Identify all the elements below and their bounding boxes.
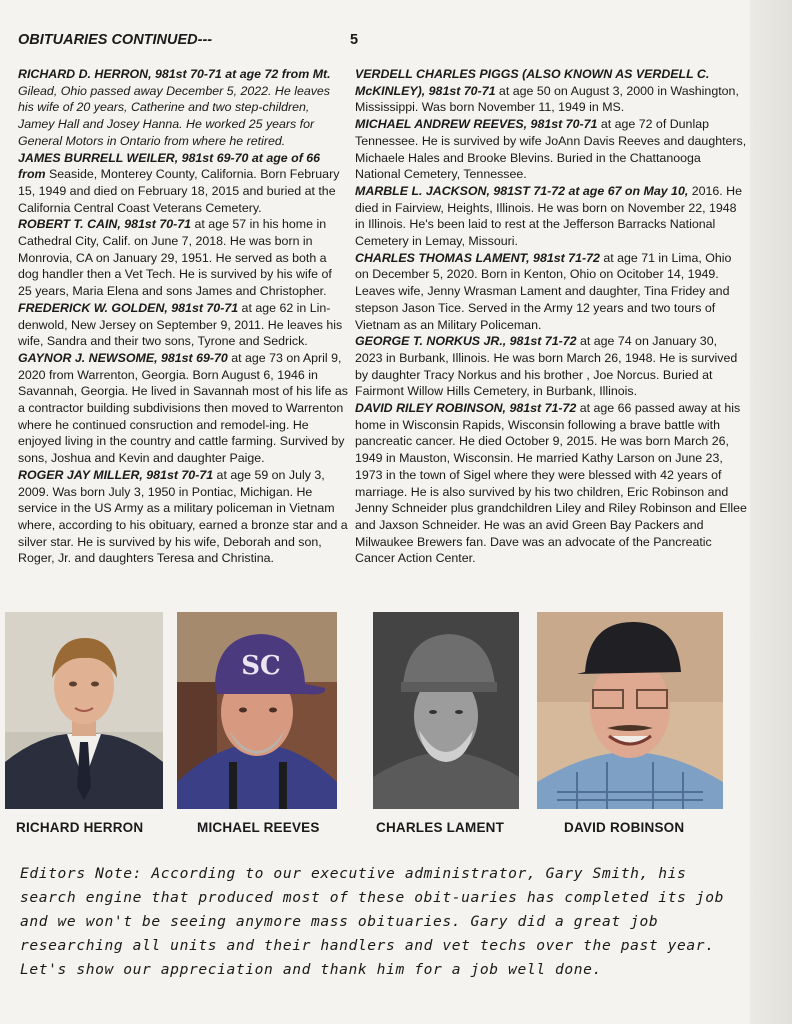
photo-charles-lament [373,612,519,809]
page-number: 5 [350,32,359,48]
photo-richard-herron [5,612,163,809]
photo-row [0,612,792,812]
obituary-name: ROGER JAY MILLER, 981st 70-71 [18,467,214,482]
obituary-text: Seaside, Monterey County, California. Born February 15, 1949 and died on February 18, 2015 and buried at the California Central Coast Veterans Cemetery. [18,167,340,215]
obituary-entry [18,350,348,467]
obituary-name: MICHAEL ANDREW REEVES, 981st 70-71 [355,117,598,132]
obituary-text: at age 71 in Lima, Ohio on December 5, 2020. Born in Kenton, Ohio on Ocitober 14, 1949. Leaves wife, Jenny Wrasman Lament and daughter, Tina Fridey and stepson Jason Tice. Served in the Army 12 years and two tours of Vietnam as an Military Policeman. [355,250,732,332]
obituary-entry [355,250,747,334]
obituary-entry [18,216,348,300]
obituaries-left-column [18,66,348,567]
obituary-name: CHARLES THOMAS LAMENT, 981st 71-72 [355,250,600,265]
obituary-text: at age 74 on January 30, 2023 in Burbank, Illinois. He was born March 26, 1948. He is survived by daughter Tracy Norkus and his brother , Joe Norcus. Buried at Fairmont Willow Hills Cemetery, in Burbank, Illinois. [355,334,738,399]
obituary-text: at age 59 on July 3, 2009. Was born July 3, 1950 in Pontiac, Michigan. He service in the US Army as a military policeman in Vietnam where, according to his obituary, earned a bronze star and a silver star. He is survived by his wife, Deborah and son, Roger, Jr. and daughters Teresa and Christina. [18,467,348,566]
photo-david-robinson [537,612,723,809]
obituary-entry [355,333,747,400]
caption-charles-lament: CHARLES LAMENT [376,820,505,835]
obituaries-right-column [355,66,747,567]
obituary-name: GAYNOR J. NEWSOME, 981st 69-70 [18,350,228,365]
obituary-text: at age 66 passed away at his home in Wisconsin Rapids, Wisconsin following a brave battle with pancreatic cancer. He died October 9, 2015. He was born March 26, 1949 in Mauston, Wisconsin. He married Kathy Larson on June 23, 1973 in the town of Sigel where they were blessed with 42 years of marriage. He is also survived by his two children, Eric Robinson and Jenny Schneider plus grandchildren Liley and Riley Robinson and Ellee and Jaxson Schneider. He was an avid Green Bay Packers and Milwaukee Brewers fan. Dave was an advocate of the Pancreatic Cancer Action Center. [355,401,747,566]
obituary-name: VERDELL CHARLES PIGGS (ALSO KNOWN AS VERDELL C. McKINLEY), 981st 70-71 [355,67,710,98]
caption-michael-reeves: MICHAEL REEVES [197,820,320,835]
caption-richard-herron: RICHARD HERRON [16,820,144,835]
page-title: OBITUARIES CONTINUED--- [18,32,213,48]
obituary-entry [18,150,348,217]
obituary-text: Gilead, Ohio passed away December 5, 2022. He leaves his wife of 20 years, Catherine and two step-children, Jamey Hall and Josey Hanna. He worked 25 years for General Motors in Ontario from where he retired. [18,83,331,148]
obituary-entry [18,66,348,150]
obituary-name: RICHARD D. HERRON, 981st 70-71 at age 72 from Mt. [18,67,331,81]
obituary-entry [18,467,348,567]
obituary-text: at age 50 on August 3, 2000 in Washington, Mississippi. Was born November 11, 1949 in MS. [355,83,739,115]
obituary-entry [18,300,348,350]
page-edge-shadow [750,0,792,1024]
obituary-text: at age 57 in his home in Cathedral City, Calif. on June 7, 2018. He was born in Monrovia, CA on January 29, 1951. He served as both a dog handler then a Vet Tech. He is survived by his wife of 25 years, Maria Elena and sons James and Christopher. [18,217,332,299]
obituary-entry [355,66,747,116]
obituary-entry [355,183,747,250]
obituary-text: at age 73 on April 9, 2020 from Warrenton, Georgia. Born August 6, 1946 in Savannah, Georgia. He lived in Savannah most of his life as a contractor building subdivisions then moved to Warrenton where he continued consruction and remodel-ing. He enjoyed living in the country and cattle farming. Survived by sons, Joshua and Kevin and daughter Paige. [18,350,348,466]
obituary-text: 2016. He died in Fairview, Heights, Illinois. He was born on November 22, 1948 in Illinois. He's been laid to rest at the Jefferson Barracks National Cemetery in Lemay, Missouri. [355,183,743,249]
photo-michael-reeves [177,612,337,809]
editors-note: Editors Note: According to our executive administrator, Gary Smith, his search engine that produced most of these obit-uaries has completed its job and we won't be seeing anymore mass obituaries. Gary did a great job researching all units and their handlers and vet techs over the past year. Let's show our appreciation and thank him for a job well done. [20,865,724,978]
obituary-text: at age 72 of Dunlap Tennessee. He is survived by wife JoAnn Davis Reeves and daughters, Michaele Hales and Brooke Blevins. Buried in the Chattanooga National Cemetery, Tennessee. [355,117,747,182]
page-header [18,32,418,54]
cap-logo: SC [241,651,281,681]
obituary-name: JAMES BURRELL WEILER, 981st 69-70 at age of 66 from [18,150,321,182]
obituary-entry [355,116,747,183]
obituary-text: at age 62 in Lin-denwold, New Jersey on September 9, 2011. He leaves his wife, Sandra and their two sons, Tyrone and Sedrick. [18,300,343,349]
obituary-name: MARBLE L. JACKSON, 981ST 71-72 at age 67 on May 10, [355,183,689,198]
obituary-name: ROBERT T. CAIN, 981st 70-71 [18,217,192,232]
obituary-name: GEORGE T. NORKUS JR., 981st 71-72 [355,334,577,349]
obituary-name: DAVID RILEY ROBINSON, 981st 71-72 [355,401,577,416]
obituary-name: FREDERICK W. GOLDEN, 981st 70-71 [18,300,239,315]
obituary-entry [355,400,747,567]
caption-david-robinson: DAVID ROBINSON [564,820,685,835]
